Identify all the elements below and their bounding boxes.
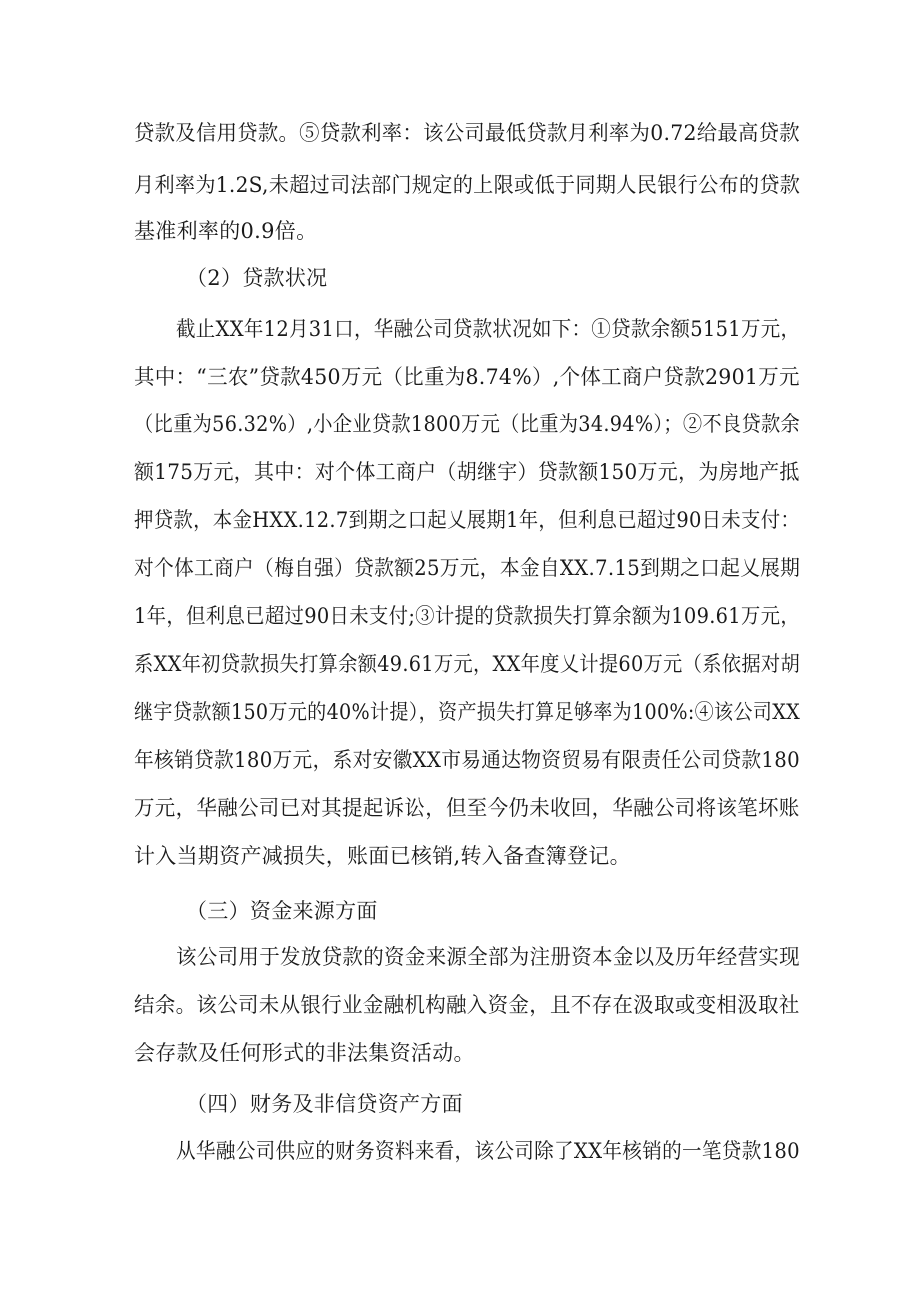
paragraph-first-line: 从华融公司供应的财务资料来看，该公司除了XX年核销的一笔贷款180 <box>176 1139 800 1163</box>
body-text-line: 年核销贷款180万元，系对安徽XX市易通达物资贸易有限责任公司贷款180 <box>134 748 800 772</box>
body-text-line: 计入当期资产减损失，账面已核销,转入备查簿登记。 <box>134 844 631 868</box>
body-text-line: 押贷款，本金HXX.12.7到期之口起乂展期1年，但利息已超过90日未支付： <box>134 508 801 532</box>
body-text-line: 万元，华融公司已对其提起诉讼，但至今仍未收回，华融公司将该笔坏账 <box>134 796 800 820</box>
body-text-line: 贷款及信用贷款。⑤贷款利率：该公司最低贷款月利率为0.72给最高贷款 <box>134 121 800 145</box>
body-text-line: 其中：“三农”贷款450万元（比重为8.74%）,个体工商户贷款2901万元 <box>134 365 800 389</box>
body-text-line: 系XX年初贷款损失打算余额49.61万元，XX年度乂计提60万元（系依据对胡 <box>134 652 801 676</box>
body-text-line: 继宇贷款额150万元的40%计提），资产损失打算足够率为100%:④该公司XX <box>134 700 800 724</box>
paragraph-first-line: 该公司用于发放贷款的资金来源全部为注册资本金以及历年经营实现 <box>176 945 800 969</box>
body-text-line: 结余。该公司未从银行业金融机构融入资金，且不存在汲取或变相汲取社 <box>134 993 800 1017</box>
body-text-line: 基准利率的0.9倍。 <box>134 219 318 243</box>
body-text-line: 会存款及任何形式的非法集资活动。 <box>134 1041 475 1065</box>
body-text-line: 1年，但利息已超过90日未支付;③计提的贷款损失打算余额为109.61万元， <box>134 604 801 628</box>
section-heading: （2）贷款状况 <box>186 266 328 290</box>
section-heading: （四）财务及非信贷资产方面 <box>186 1092 463 1116</box>
body-text-line: 额175万元，其中：对个体工商户（胡继宇）贷款额150万元，为房地产抵 <box>134 460 800 484</box>
body-text-line: 对个体工商户（梅自强）贷款额25万元，本金自XX.7.15到期之口起乂展期 <box>134 556 801 580</box>
paragraph-first-line: 截止XX年12月31口，华融公司贷款状况如下：①贷款余额5151万元， <box>176 317 801 341</box>
section-heading: （三）资金来源方面 <box>186 899 378 923</box>
body-text-line: 月利率为1.2S,未超过司法部门规定的上限或低于同期人民银行公布的贷款 <box>134 173 801 197</box>
body-text-line: （比重为56.32%）,小企业贷款1800万元（比重为34.94%）；②不良贷款余 <box>134 412 801 436</box>
